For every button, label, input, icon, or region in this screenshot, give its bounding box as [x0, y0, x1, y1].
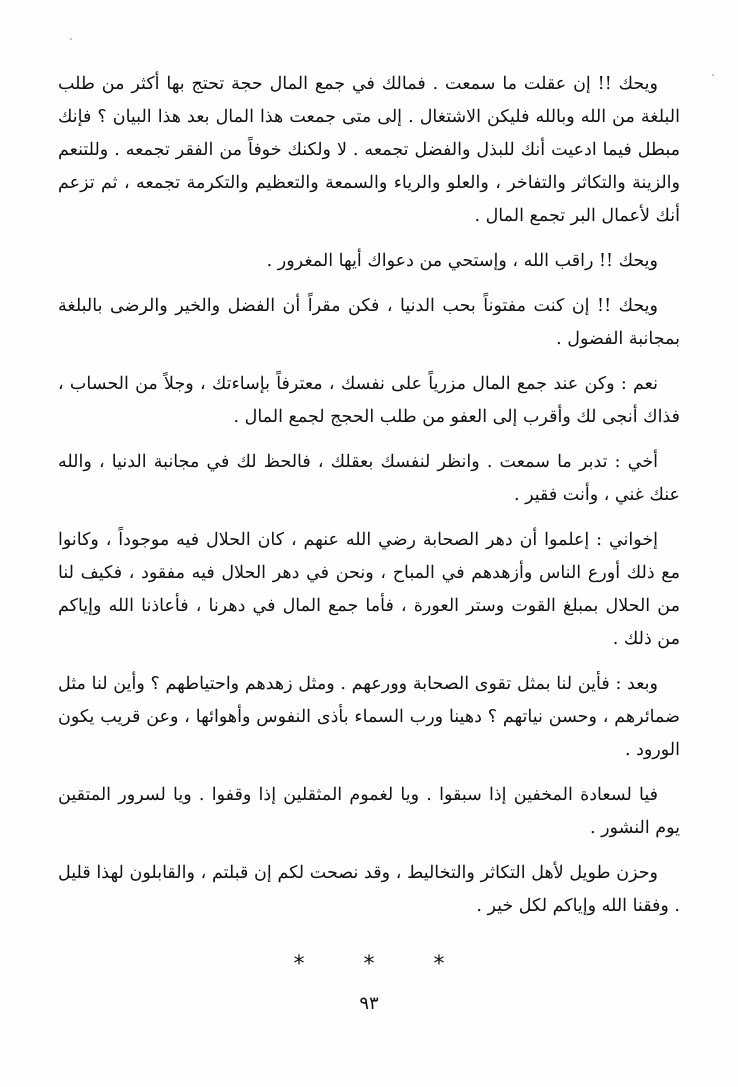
section-divider [0, 952, 738, 980]
paragraph-8 [58, 779, 680, 845]
scan-speck [70, 38, 72, 40]
paragraph-2 [58, 245, 680, 278]
paragraph-5 [58, 446, 680, 512]
paragraph-6 [58, 524, 680, 656]
asterisk-ornament: * [433, 952, 445, 977]
asterisk-ornament: * [363, 952, 375, 977]
paragraph-4 [58, 368, 680, 434]
paragraph-6-text: إخواني : إعلموا أن دهر الصحابة رضي الله عنهم ، كان الحلال فيه موجوداً ، وكانوا مع ذلك أورع الناس وأزهدهم في المباح ، ونحن في دهر الحلال فيه مفقود ، فكيف لنا من الحلال بمبلغ القوت وستر العورة ، فأما جمع المال في دهرنا ، فأعاذنا الله وإياكم من ذلك . [58, 530, 680, 649]
paragraph-7 [58, 668, 680, 767]
paragraph-3 [58, 290, 680, 356]
paragraph-2-text: ويحك !! راقب الله ، وإستحي من دعواك أيها المغرور . [266, 251, 658, 271]
paragraph-1-text: ويحك !! إن عقلت ما سمعت . فمالك في جمع المال حجة تحتج بها أكثر من طلب البلغة من الله وبالله فليكن الاشتغال . إلى متى جمعت هذا المال بعد هذا البيان ؟ فإنك مبطل فيما ادعيت أنك للبذل والفضل تجمعه . لا ولكنك خوفاً من الفقر تجمعه . وللتنعم والزينة والتكاثر والتفاخر ، والعلو والرياء والسمعة والتعظيم والتكرمة تجمعه ، ثم تزعم أنك لأعمال البر تجمع المال . [58, 74, 680, 226]
scan-speck [712, 74, 714, 76]
asterisk-ornament: * [293, 952, 305, 977]
page-body [58, 68, 680, 948]
paragraph-9 [58, 857, 680, 923]
paragraph-4-text: نعم : وكن عند جمع المال مزرياً على نفسك ، معترفاً بإساءتك ، وجلاً من الحساب ، فذاك أنجى لك وأقرب إلى العفو من طلب الحجج لجمع المال . [58, 374, 680, 427]
paragraph-7-text: وبعد : فأين لنا بمثل تقوى الصحابة وورعهم . ومثل زهدهم واحتياطهم ؟ وأين لنا مثل ضمائرهم ، وحسن نياتهم ؟ دهينا ورب السماء بأذى النفوس وأهوائها ، وعن قريب يكون الورود . [58, 674, 680, 760]
paragraph-3-text: ويحك !! إن كنت مفتوناً بحب الدنيا ، فكن مقراً أن الفضل والخير والرضى بالبلغة بمجانبة الفضول . [58, 296, 680, 349]
paragraph-1 [58, 68, 680, 233]
paragraph-9-text: وحزن طويل لأهل التكاثر والتخاليط ، وقد نصحت لكم إن قبلتم ، والقابلون لهذا قليل . وفقنا الله وإياكم لكل خير . [58, 863, 680, 916]
page-number: ٩٣ [359, 993, 379, 1014]
paragraph-8-text: فيا لسعادة المخفين إذا سبقوا . ويا لغموم المثقلين إذا وقفوا . ويا لسرور المتقين يوم النشور . [58, 785, 680, 838]
paragraph-5-text: أخي : تدبر ما سمعت . وانظر لنفسك بعقلك ، فالحظ لك في مجانبة الدنيا ، والله عنك غني ، وأنت فقير . [58, 452, 680, 505]
